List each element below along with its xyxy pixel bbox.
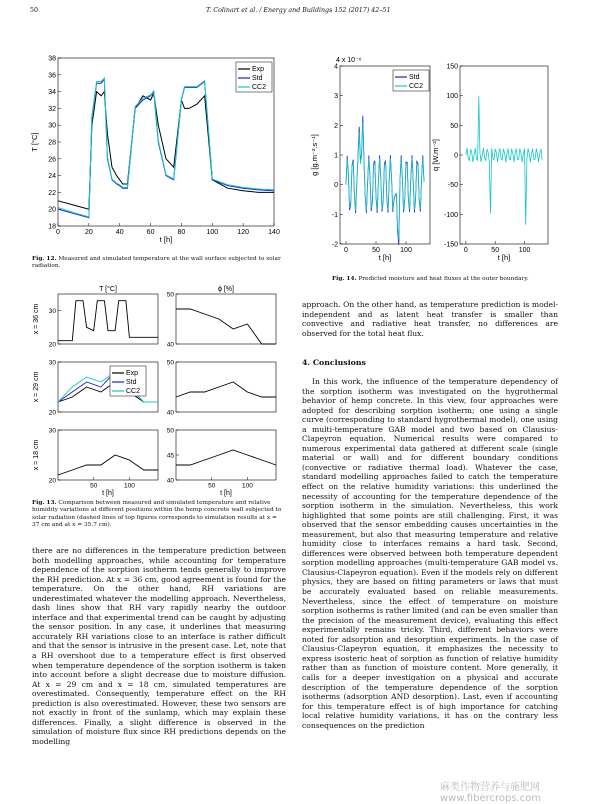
fig14-legend-entry: CC2 bbox=[409, 83, 424, 90]
fig13-legend-entry: CC2 bbox=[126, 388, 141, 395]
fig14-q-x-tick-label: 0 bbox=[463, 247, 468, 254]
fig12-y-tick-label: 20 bbox=[48, 206, 56, 214]
fig12-x-tick-label: 0 bbox=[56, 229, 60, 236]
fig13-panel-2-title: ϕ [%] bbox=[218, 286, 234, 293]
fig14-g-multiplier: 4 x 10⁻⁶ bbox=[336, 57, 362, 64]
fig14-q-y-axis-label: q [W.m⁻²] bbox=[431, 139, 440, 171]
fig14-caption-label: Fig. 14. bbox=[332, 276, 357, 282]
fig12-x-tick-label: 40 bbox=[115, 229, 124, 236]
fig14-q-x-axis-label: t [h] bbox=[497, 253, 511, 262]
fig12-x-tick-label: 120 bbox=[237, 229, 249, 236]
fig14-legend-entry: Std bbox=[409, 74, 420, 81]
fig12-legend-entry: Std bbox=[252, 75, 263, 82]
fig14-q-x-tick-label: 100 bbox=[518, 247, 531, 254]
fig14-caption-text: Predicted moisture and heat fluxes at the outer boundary. bbox=[358, 276, 529, 282]
fig12-caption-text: Measured and simulated temperature at the wall surface subjected to solar radiation. bbox=[32, 256, 281, 270]
fig14-g-x-tick-label: 100 bbox=[400, 247, 412, 254]
fig12-legend-entry: Exp bbox=[252, 66, 265, 73]
fig14-q-y-tick-label: 100 bbox=[446, 93, 458, 101]
fig14-caption bbox=[332, 276, 572, 283]
section-heading: 4. Conclusions bbox=[302, 358, 366, 367]
fig12-y-axis-label: T [°C] bbox=[30, 132, 39, 152]
fig12-y-tick-label: 30 bbox=[48, 122, 56, 130]
fig14-g-x-axis-label: t [h] bbox=[378, 253, 392, 262]
fig13-panel-2-plot-frame bbox=[176, 294, 276, 344]
fig13-panel-5-y-tick-label: 30 bbox=[48, 427, 56, 435]
fig13-panel-6-x-tick-label: 50 bbox=[208, 482, 216, 490]
right-column-2 bbox=[302, 377, 558, 730]
fig12-y-tick-label: 28 bbox=[48, 139, 56, 147]
fig12-x-tick-label: 60 bbox=[146, 229, 155, 236]
fig13-panel-1-title: T [°C] bbox=[99, 286, 117, 293]
fig13-caption-label: Fig. 13. bbox=[32, 500, 57, 506]
fig14-g-y-tick-label: 3 bbox=[334, 93, 338, 101]
fig14-q-y-tick-label: 50 bbox=[450, 122, 458, 130]
fig12-y-tick-label: 38 bbox=[48, 55, 56, 63]
fig14-q-plot-frame bbox=[460, 66, 548, 244]
fig13-panel-5-x-tick-label: 50 bbox=[90, 482, 98, 490]
fig13-panel-4-y-tick-label: 50 bbox=[166, 359, 174, 367]
right-paragraph-2: In this work, the influence of the temperature dependency of the sorption isotherm was investigated on the hygrothermal behavior of hemp concrete. In this view, four approaches were adopted for describing sorption isotherm; one using a single curve (corresponding to standard hygrothermal model), one using a multi-temperature GAB model and two based on Clausius-Clapeyron equation. Numerical results were compared to numerous experimental data gathered at different scale (single material or wall) and for different boundary conditions (convective or radiative thermal load). Whatever the case, standard modelling approaches failed to catch the temperature effect on the relative humidity variations: this underlined the necessity of accounting for the temperature dependence of the sorption isotherm in the simulation. Nevertheless, this work highlighted that some points are still challenging. First, it was observed that the sensor embedding causes uncertainties in the measurement, but also that measuring temperature and relative humidity close to interfaces remains a hard task. Second, differences were observed between both temperature dependent sorption modelling approaches (multi-temperature GAB model vs. Clausius-Clapeyron equation). Even if the models rely on different physics, they are based on fitting parameters or laws that must be accurately evaluated based on reliable measurements. Nevertheless, since the effect of temperature on moisture sorption isotherms is rather limited (and can be even smaller than the precision of the measurement device), evaluating this effect experimentally remains tricky. Third, different behaviors were noted for adsorption and desorption experiments. In the case of Clausius-Clapeyron equation, it emphasizes the necessity to express isosteric heat of sorption as function of relative humidity rather than as function of moisture content. More generally, it calls for a deeper investigation on a physical and accurate description of the temperature dependence of the sorption isotherms (adsorption AND desorption). Last, even if accounting for this temperature effect is of high importance for catching local relative humidity variations, it has on the contrary less consequences on the prediction bbox=[302, 377, 558, 730]
fig12-x-tick-label: 80 bbox=[177, 229, 186, 236]
fig12-x-tick-label: 100 bbox=[206, 229, 219, 236]
fig14-q-y-tick-label: 150 bbox=[446, 63, 458, 71]
fig13-panel-1-y-tick-label: 20 bbox=[48, 341, 56, 349]
fig12-caption-label: Fig. 12. bbox=[32, 256, 57, 262]
fig13-panel-5-y-axis-label: x = 18 cm bbox=[33, 439, 40, 471]
fig14-g-plot-frame bbox=[340, 66, 430, 244]
fig12-y-tick-label: 26 bbox=[48, 156, 56, 164]
fig13-chart bbox=[28, 280, 288, 498]
fig14-g-y-tick-label: 4 bbox=[334, 63, 338, 71]
fig13-panel-5-y-tick-label: 20 bbox=[48, 477, 56, 485]
fig13-panel-6-y-tick-label: 45 bbox=[166, 452, 174, 460]
fig13-panel-5-plot-frame bbox=[58, 430, 158, 480]
fig13-panel-5-x-axis-label: t [h] bbox=[102, 490, 114, 497]
fig13-caption-text: Comparison between measured and simulated temperature and relative humidity variations at different positions within the hemp concrete wall subjected to solar radiation (dashed lines of top figures corresponds to simulation results at x = 37 cm and at x = 35.7 cm). bbox=[32, 500, 282, 529]
fig12-x-axis-label: t [h] bbox=[159, 235, 173, 244]
fig13-panel-1-y-axis-label: x = 36 cm bbox=[33, 303, 40, 335]
fig14-q-x-tick-label: 50 bbox=[491, 247, 500, 254]
fig13-panel-3-y-tick-label: 20 bbox=[48, 409, 56, 417]
fig12-caption bbox=[32, 256, 286, 271]
fig13-legend-entry: Exp bbox=[126, 370, 139, 377]
fig12-y-tick-label: 22 bbox=[48, 189, 56, 197]
fig13-panel-6-x-tick-label: 100 bbox=[241, 482, 253, 490]
fig13-panel-4-plot-frame bbox=[176, 362, 276, 412]
fig13-panel-3-y-axis-label: x = 29 cm bbox=[33, 371, 40, 403]
fig14-q-y-tick-label: -50 bbox=[447, 182, 458, 190]
fig13-panel-2-y-tick-label: 40 bbox=[166, 341, 174, 349]
fig14-q-y-tick-label: 0 bbox=[454, 152, 458, 160]
fig14-q-y-tick-label: -150 bbox=[443, 241, 458, 249]
fig12-y-tick-label: 32 bbox=[48, 105, 56, 113]
fig12-y-tick-label: 34 bbox=[48, 89, 56, 97]
fig13-panel-5-x-tick-label: 100 bbox=[123, 482, 135, 490]
fig14-g-y-tick-label: -1 bbox=[331, 211, 338, 219]
fig12-legend-entry: CC2 bbox=[252, 84, 267, 91]
fig14-g-y-tick-label: -2 bbox=[331, 241, 338, 249]
fig13-panel-6-y-tick-label: 40 bbox=[166, 477, 174, 485]
fig14-g-y-tick-label: 2 bbox=[334, 122, 338, 130]
fig13-panel-6-plot-frame bbox=[176, 430, 276, 480]
fig12-y-tick-label: 18 bbox=[48, 223, 56, 231]
right-column bbox=[302, 300, 558, 338]
fig13-caption bbox=[32, 500, 286, 530]
watermark: 麻类作物营养与施肥网 www.fibercrops.com bbox=[440, 782, 542, 804]
fig12-y-tick-label: 24 bbox=[48, 173, 56, 181]
fig12-chart bbox=[28, 52, 284, 252]
fig13-panel-4-y-tick-label: 40 bbox=[166, 409, 174, 417]
fig14-g-y-axis-label: g [g.m⁻².s⁻¹] bbox=[310, 134, 319, 176]
left-column bbox=[32, 546, 286, 746]
fig12-x-tick-label: 20 bbox=[84, 229, 93, 236]
fig13-panel-6-x-axis-label: t [h] bbox=[220, 490, 232, 497]
fig14-g-x-tick-label: 50 bbox=[372, 247, 380, 254]
fig13-panel-1-y-tick-label: 30 bbox=[48, 307, 56, 315]
fig12-y-tick-label: 36 bbox=[48, 72, 56, 80]
fig14-q-y-tick-label: -100 bbox=[443, 211, 458, 219]
fig12-x-tick-label: 140 bbox=[268, 229, 280, 236]
fig13-panel-6-y-tick-label: 50 bbox=[166, 427, 174, 435]
left-paragraph: there are no differences in the temperature prediction between both modelling approaches, while accounting for temperature dependence of the sorption isotherm tends generally to improve the RH prediction. At x = 36 cm, good agreement is found for the temperature. On the other hand, RH variations are underestimated whatever the modelling approach. Nevertheless, dash lines show that RH vary rapidly nearby the outdoor interface and that experimental trend can be caught by adjusting the sensor position. In any case, it underlines that measuring accurately RH variations close to an interface is rather difficult and that the sensor is intrusive in the present case. Let, note that a RH overshoot due to a temperature effect is first observed when temperature dependence of the sorption isotherm is taken into account before a slight decrease due to moisture diffusion. At x = 29 cm and x = 18 cm, simulated temperatures are overestimated. Consequently, temperature effect on the RH prediction is also overestimated. However, these two sensors are not exactly in front of the sunlamp, which may explain these differences. Finally, a slight difference is observed in the simulation of moisture flux since RH predictions depends on the modelling bbox=[32, 546, 286, 746]
fig14-chart bbox=[300, 52, 575, 267]
fig14-g-x-tick-label: 0 bbox=[344, 247, 348, 254]
fig14-g-y-tick-label: 1 bbox=[334, 152, 338, 160]
fig14-g-y-tick-label: 0 bbox=[334, 182, 338, 190]
fig13-panel-3-y-tick-label: 30 bbox=[48, 359, 56, 367]
right-paragraph-1: approach. On the other hand, as temperature prediction is model-independent and as latent heat transfer is smaller than convective and radiative heat transfer, no differences are observed for the total heat flux. bbox=[302, 300, 558, 338]
page-number: 50 bbox=[30, 7, 39, 14]
fig13-legend-entry: Std bbox=[126, 379, 137, 386]
running-title: T. Colinart et al. / Energy and Buildings 152 (2017) 42–51 bbox=[206, 7, 391, 14]
fig13-panel-2-y-tick-label: 50 bbox=[166, 291, 174, 299]
